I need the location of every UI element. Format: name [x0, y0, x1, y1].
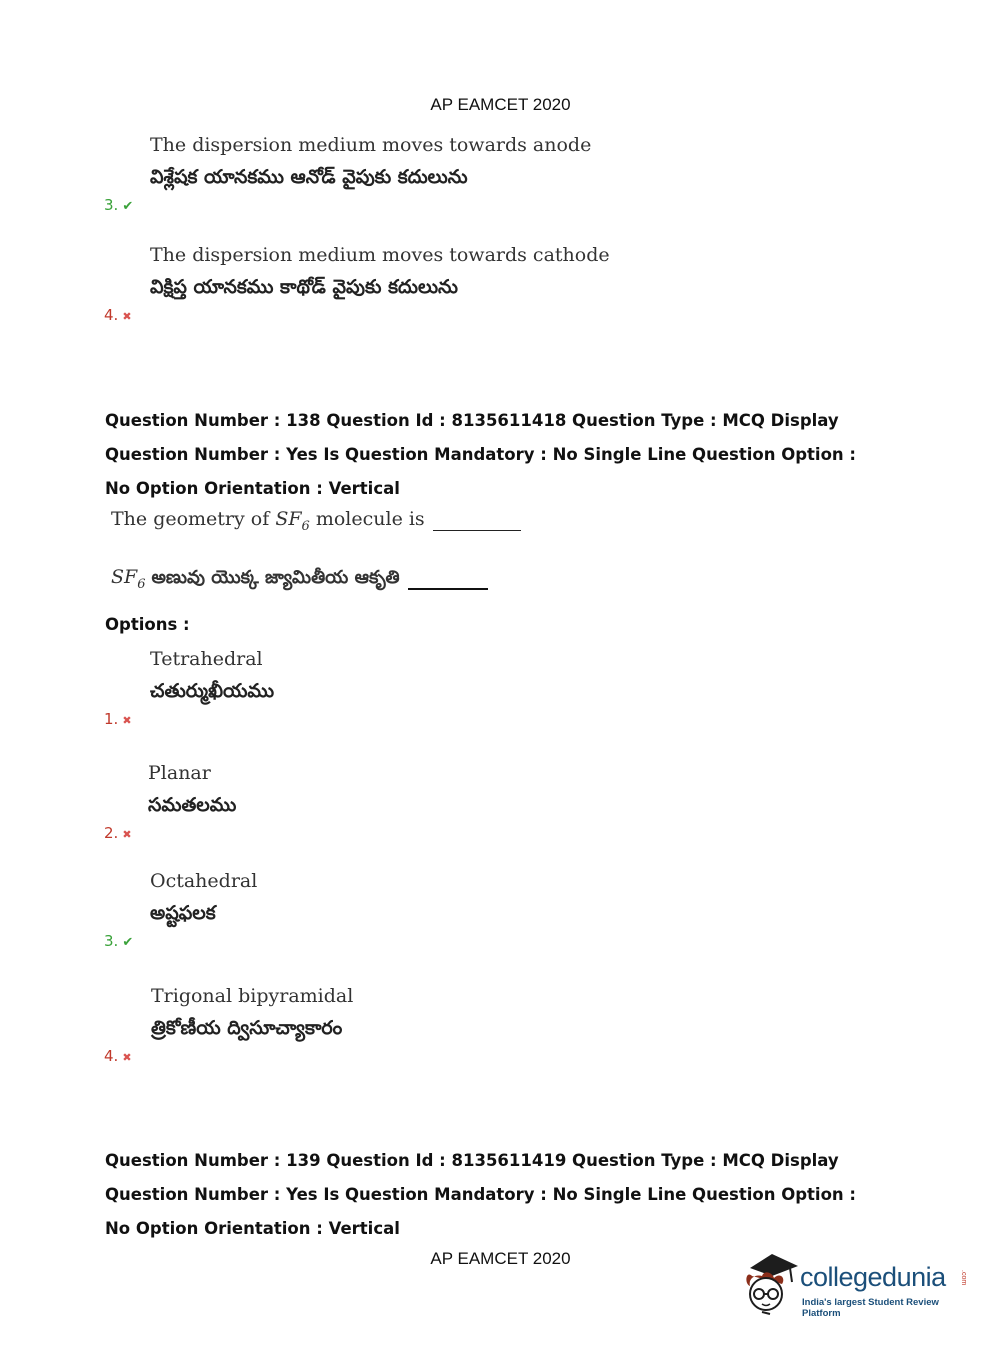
- logo-tagline: India's largest Student Review Platform: [802, 1297, 939, 1319]
- option-4: [104, 985, 804, 1065]
- option-1: [104, 648, 804, 728]
- option-2: [104, 762, 804, 842]
- option-text-en: The dispersion medium moves towards cathode: [150, 244, 610, 266]
- question-139-meta: Question Number : 139 Question Id : 8135611419 Question Type : MCQ Display Question Number : Yes Is Question Mandatory : No Single Line Question Option : No Option Orientation : Vertical: [105, 1151, 857, 1238]
- option-text-te: సమతలము: [148, 794, 237, 816]
- option-text-en: The dispersion medium moves towards anode: [150, 134, 592, 156]
- mascot-icon: [742, 1250, 800, 1316]
- option-number: 3. ✔: [104, 932, 134, 950]
- page-header: AP EAMCET 2020: [430, 95, 571, 114]
- cross-icon: ✖: [122, 714, 132, 727]
- option-text-en: Octahedral: [150, 870, 258, 892]
- cross-icon: ✖: [122, 310, 132, 323]
- collegedunia-logo: [742, 1248, 972, 1320]
- page-footer: AP EAMCET 2020: [430, 1249, 571, 1268]
- option-number: 2. ✖: [104, 824, 132, 842]
- option-4-prev: [104, 244, 804, 324]
- cross-icon: ✖: [122, 1051, 132, 1064]
- check-icon: ✔: [122, 199, 134, 214]
- option-text-en: Planar: [148, 762, 211, 784]
- option-text-te: చతుర్ముఖీయము: [150, 680, 275, 702]
- logo-suffix: .com: [960, 1270, 967, 1286]
- answer-blank: [433, 508, 521, 531]
- option-3: [104, 870, 804, 950]
- option-number: 1. ✖: [104, 710, 132, 728]
- option-number: 4. ✖: [104, 1047, 132, 1065]
- options-label: Options :: [105, 615, 190, 634]
- cross-icon: ✖: [122, 828, 132, 841]
- question-stem-en: The geometry of $SF_6$ molecule is: [111, 508, 521, 534]
- question-138-meta: Question Number : 138 Question Id : 8135611418 Question Type : MCQ Display Question Number : Yes Is Question Mandatory : No Single Line Question Option : No Option Orientation : Vertical: [105, 411, 857, 498]
- option-text-te: విక్షిప్త యానకము కాథోడ్ వైపుకు కదులును: [150, 276, 458, 298]
- option-text-te: త్రికోణీయ ద్విసూచ్యాకారం: [151, 1017, 343, 1039]
- check-icon: ✔: [122, 935, 134, 950]
- answer-blank: [408, 566, 488, 590]
- logo-wordmark: collegedunia: [800, 1262, 946, 1292]
- option-3-prev: [104, 134, 804, 214]
- question-stem-te: $SF_6$ అణువు యొక్క జ్యామితీయ ఆకృతి: [111, 566, 488, 592]
- option-number: 4. ✖: [104, 306, 132, 324]
- option-text-te: విశ్లేషక యానకము ఆనోడ్ వైపుకు కదులును: [150, 166, 468, 188]
- option-number: 3. ✔: [104, 196, 134, 214]
- option-text-te: అష్టఫలక: [150, 902, 216, 924]
- option-text-en: Tetrahedral: [150, 648, 263, 670]
- option-text-en: Trigonal bipyramidal: [151, 985, 354, 1007]
